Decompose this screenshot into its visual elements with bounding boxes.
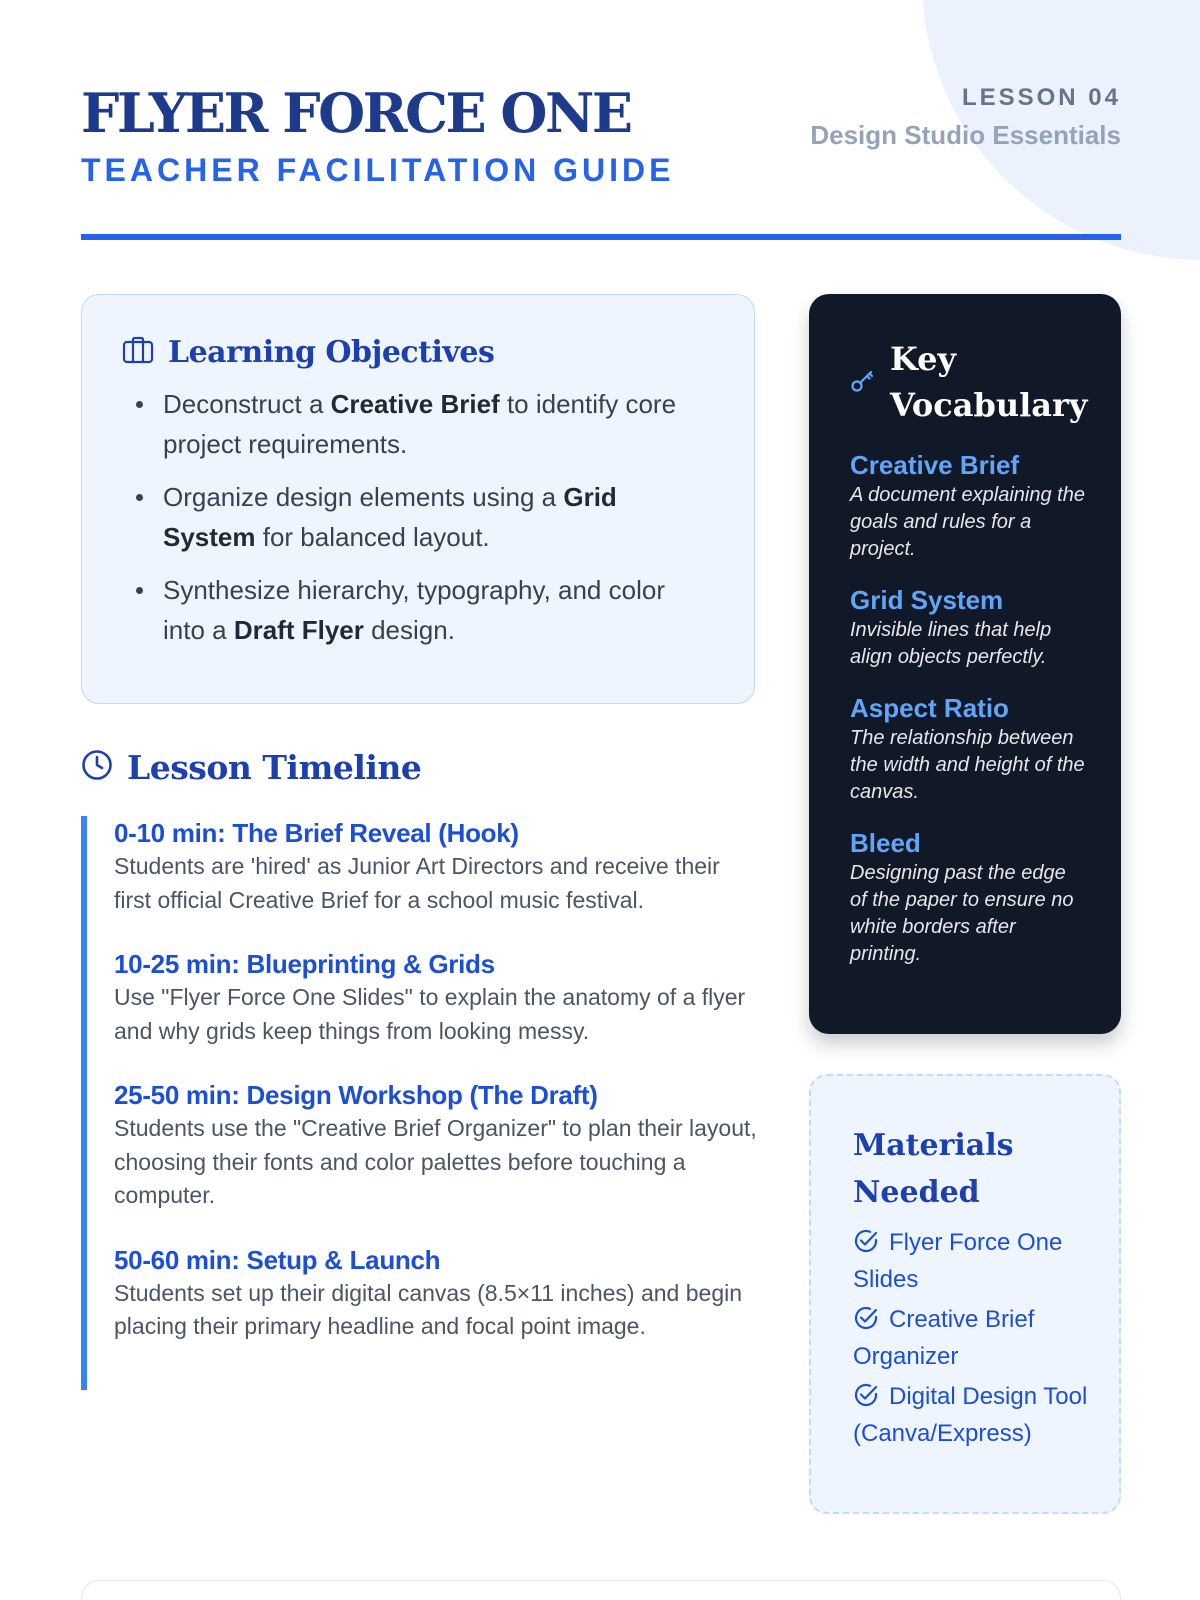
lesson-number: LESSON 04 [961, 84, 1121, 111]
learning-objectives-card [81, 294, 755, 704]
vocabulary-heading: Key Vocabulary [890, 340, 1088, 424]
material-label: Flyer Force One Slides [853, 1229, 1063, 1293]
timeline-item-desc: Use "Flyer Force One Slides" to explain the anatomy of a flyer and why grids keep things from looking messy. [114, 984, 746, 1044]
objective-item: Organize design elements using a Grid System for balanced layout. [122, 477, 714, 557]
material-item [853, 1303, 1089, 1373]
vocab-definition: Invisible lines that help align objects perfectly. [850, 619, 1052, 668]
key-icon [850, 367, 876, 398]
vocab-item [850, 691, 1085, 806]
timeline-item [114, 816, 761, 917]
key-vocabulary-card [809, 294, 1121, 1034]
check-circle-icon [853, 1305, 879, 1340]
material-item [853, 1380, 1089, 1450]
vocab-term: Aspect Ratio [850, 693, 1009, 723]
timeline-item-desc: Students use the "Creative Brief Organizer" to plan their layout, choosing their fonts and color palettes before touching a computer. [114, 1115, 757, 1208]
material-label: Digital Design Tool (Canva/Express) [853, 1383, 1088, 1447]
page-title: FLYER FORCE ONE [81, 81, 631, 145]
timeline-heading-row [81, 748, 421, 787]
check-circle-icon [853, 1228, 879, 1263]
material-label: Creative Brief Organizer [853, 1306, 1035, 1370]
material-item [853, 1226, 1089, 1296]
timeline-item [114, 947, 761, 1048]
objectives-heading-row [122, 335, 714, 370]
vocab-definition: A document explaining the goals and rules for a project. [850, 484, 1085, 560]
page-header [81, 80, 1121, 240]
vocabulary-heading-row [850, 336, 1088, 428]
materials-needed-card [809, 1074, 1121, 1514]
objective-item: Synthesize hierarchy, typography, and color into a Draft Flyer design. [122, 570, 714, 650]
vocab-term: Bleed [850, 828, 921, 858]
timeline-item-title: 0-10 min: The Brief Reveal (Hook) [114, 818, 519, 848]
timeline-item-desc: Students set up their digital canvas (8.5×11 inches) and begin placing their primary headline and focal point image. [114, 1279, 743, 1339]
vocab-item [850, 583, 1085, 671]
timeline-item-title: 50-60 min: Setup & Launch [114, 1244, 441, 1275]
bottom-card-edge [81, 1580, 1121, 1600]
materials-heading: Materials Needed [853, 1128, 1014, 1210]
vocab-item [850, 826, 1085, 968]
timeline-item [114, 1243, 761, 1344]
briefcase-icon [122, 336, 154, 369]
header-divider [81, 234, 1121, 240]
materials-list [853, 1226, 1089, 1450]
objectives-list [122, 384, 714, 650]
clock-icon [81, 749, 113, 786]
vocab-term: Creative Brief [850, 450, 1020, 480]
objective-item: Deconstruct a Creative Brief to identify core project requirements. [122, 384, 714, 464]
vocab-definition: The relationship between the width and height of the canvas. [850, 727, 1085, 803]
timeline-heading: Lesson Timeline [127, 748, 422, 787]
vocab-definition: Designing past the edge of the paper to ensure no white borders after printing. [850, 862, 1074, 965]
page-subtitle: TEACHER FACILITATION GUIDE [81, 152, 675, 188]
lesson-name: Design Studio Essentials [810, 120, 1121, 150]
timeline-item-title: 25-50 min: Design Workshop (The Draft) [114, 1080, 598, 1110]
vocab-term: Grid System [850, 585, 1004, 615]
timeline-item [114, 1078, 761, 1213]
vocab-item [850, 448, 1085, 563]
check-circle-icon [853, 1382, 879, 1417]
timeline-item-title: 10-25 min: Blueprinting & Grids [114, 949, 495, 979]
lesson-timeline [81, 816, 761, 1390]
objectives-heading: Learning Objectives [168, 335, 495, 370]
timeline-item-desc: Students are 'hired' as Junior Art Directors and receive their first official Creative Brief for a school music festival. [114, 853, 720, 913]
